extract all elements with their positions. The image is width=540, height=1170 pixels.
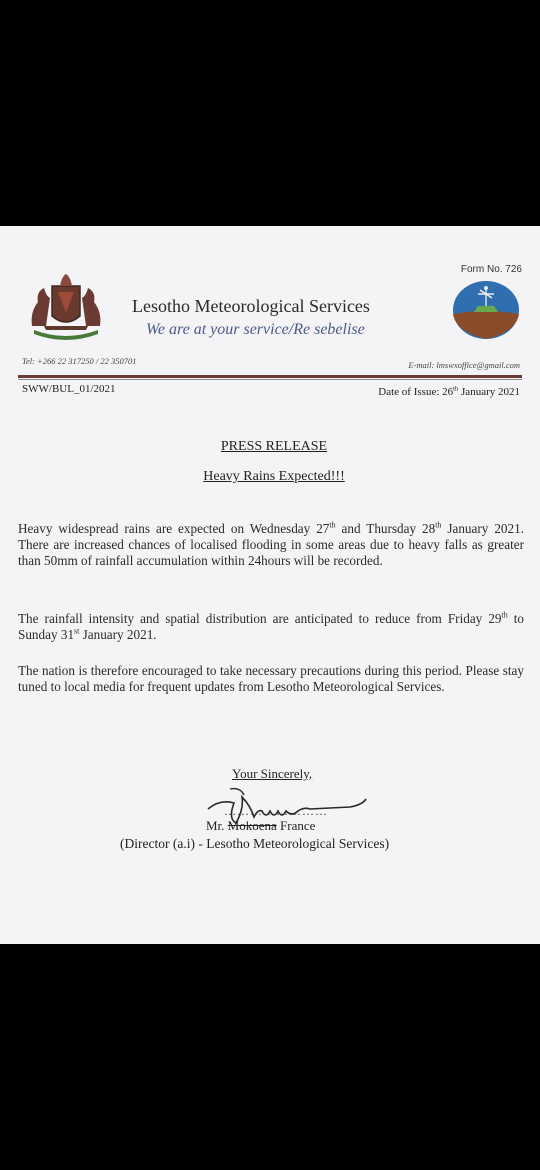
organization-name: Lesotho Meteorological Services <box>132 296 370 316</box>
lms-logo-icon <box>452 280 520 340</box>
issue-date: Date of Issue: 26th January 2021 <box>378 385 520 398</box>
paragraph-1: Heavy widespread rains are expected on Wednesday 27th and Thursday 28th January 2021. There are increased chances of localised flooding in some areas due to heavy falls as greater than 50mm of rainfall accumulation within 24hours will be recorded. <box>18 520 524 568</box>
paragraph-2: The rainfall intensity and spatial distribution are anticipated to reduce from Friday 29th to Sunday 31st January 2021. <box>18 610 524 642</box>
organization-motto: We are at your service/Re sebelise <box>146 321 365 338</box>
press-release-document <box>0 226 540 944</box>
coat-of-arms-icon <box>24 272 108 342</box>
page-title: PRESS RELEASE <box>220 439 328 454</box>
signature-line: …………………… <box>224 804 328 818</box>
closing-salutation: Your Sincerely, <box>232 766 313 781</box>
paragraph-3: The nation is therefore encouraged to take necessary precautions during this period. Please stay tuned to local media for frequent updates from Lesotho Meteorological Services. <box>18 663 524 694</box>
page-subtitle: Heavy Rains Expected!!! <box>203 469 345 484</box>
signer-role: (Director (a.i) - Lesotho Meteorological Services) <box>120 836 390 851</box>
reference-number: SWW/BUL_01/2021 <box>22 383 116 395</box>
email-address: E-mail: lmswxoffice@gmail.com <box>408 360 520 370</box>
signer-name: Mr. Mokoena France <box>206 818 316 833</box>
header-divider <box>18 375 522 378</box>
header-divider-thin <box>18 379 522 380</box>
telephone: Tel: +266 22 317250 / 22 350701 <box>22 356 137 366</box>
form-number: Form No. 726 <box>460 264 522 275</box>
